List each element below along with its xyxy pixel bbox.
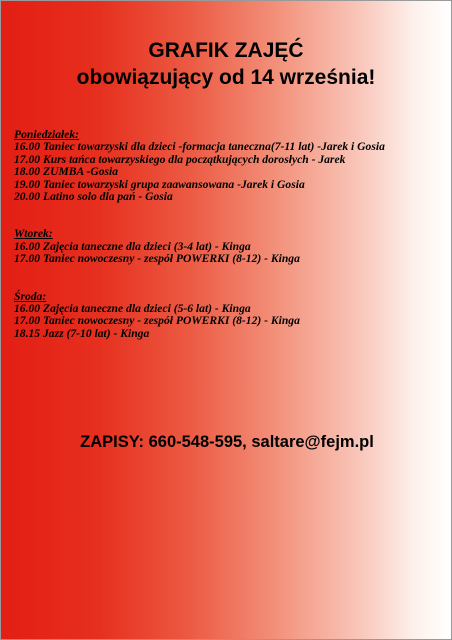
class-entry: 17.00 Taniec nowoczesny - zespół POWERKI (8-12) - Kinga <box>14 314 300 328</box>
class-entry: 16.00 Zajęcia taneczne dla dzieci (5-6 lat) - Kinga <box>14 302 251 316</box>
day-section-tuesday <box>14 228 449 265</box>
class-entry: 20.00 Latino solo dla pań - Gosia <box>14 190 173 204</box>
class-entry: 18.15 Jazz (7-10 lat) - Kinga <box>14 326 150 340</box>
weekly-schedule <box>14 129 449 365</box>
day-heading: Środa: <box>14 289 47 303</box>
day-section-monday <box>14 129 449 203</box>
day-heading: Poniedziałek: <box>14 128 80 141</box>
class-entry: 16.00 Zajęcia taneczne dla dzieci (3-4 lat) - Kinga <box>14 239 251 253</box>
class-entry: 16.00 Taniec towarzyski dla dzieci -formacja taneczna(7-11 lat) -Jarek i Gosia <box>14 140 385 154</box>
class-entry: 19.00 Taniec towarzyski grupa zaawansowana -Jarek i Gosia <box>14 177 305 191</box>
class-entry: 17.00 Kurs tańca towarzyskiego dla początkujących dorosłych - Jarek <box>14 152 346 166</box>
poster-title: GRAFIK ZAJĘĆ <box>148 39 304 62</box>
class-entry: 18.00 ZUMBA -Gosia <box>14 165 119 179</box>
day-section-wednesday <box>14 291 449 341</box>
signup-contact: ZAPISY: 660-548-595, saltare@fejm.pl <box>80 433 374 451</box>
class-entry: 17.00 Taniec nowoczesny - zespół POWERKI (8-12) - Kinga <box>14 252 300 266</box>
day-heading: Wtorek: <box>14 227 53 241</box>
poster-subtitle: obowiązujący od 14 września! <box>76 66 376 89</box>
